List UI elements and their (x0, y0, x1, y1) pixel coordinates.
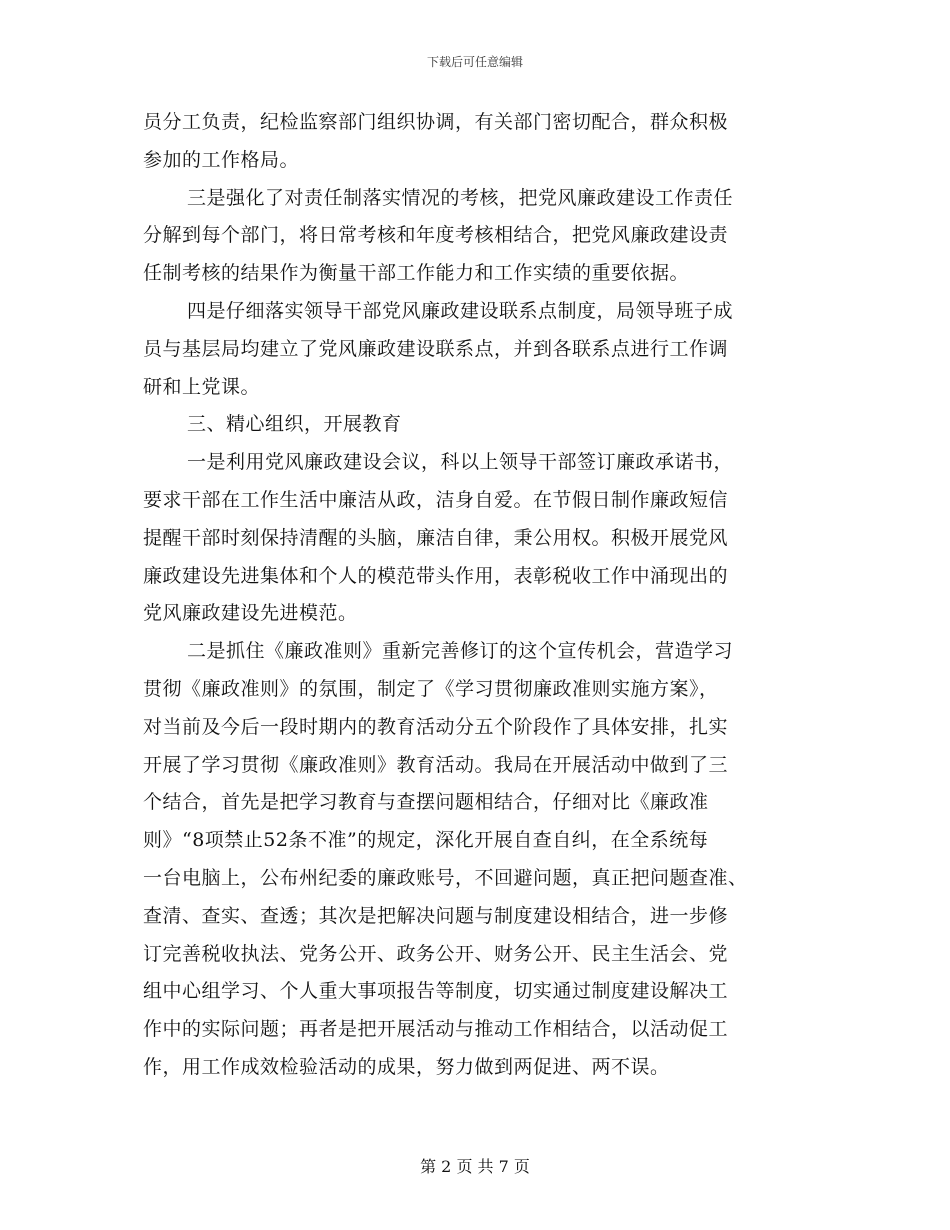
text-line: 查清、查实、查透；其次是把解决问题与制度建设相结合，进一步修 (143, 904, 729, 927)
text-line: 作中的实际问题；再者是把开展活动与推动工作相结合，以活动促工 (143, 1018, 729, 1041)
page-number: 第 2 页 共 7 页 (420, 1157, 530, 1176)
text-line: 参加的工作格局。 (143, 148, 300, 171)
text-line: 贯彻《廉政准则》的氛围，制定了《学习贯彻廉政准则实施方案》， (143, 677, 719, 700)
text-line: 研和上党课。 (143, 375, 261, 398)
text-line: 党风廉政建设先进模范。 (143, 602, 358, 625)
text-line: 开展了学习贯彻《廉政准则》教育活动。我局在开展活动中做到了三 (143, 753, 729, 776)
text-line: 员分工负责，纪检监察部门组织协调，有关部门密切配合，群众积极 (143, 111, 729, 133)
paragraph-start-line: 四是仔细落实领导干部党风廉政建设联系点制度，局领导班子成 (187, 299, 734, 322)
page-header-note: 下载后可任意编辑 (426, 55, 523, 69)
text-line: 廉政建设先进集体和个人的模范带头作用，表彰税收工作中涌现出的 (143, 564, 729, 587)
text-line: 则》“8项禁止52条不准”的规定，深化开展自查自纠，在全系统每 (143, 829, 709, 852)
text-line: 个结合，首先是把学习教育与查摆问题相结合，仔细对比《廉政准 (143, 791, 709, 814)
paragraph-start-line: 二是抓住《廉政准则》重新完善修订的这个宣传机会，营造学习 (187, 640, 734, 663)
text-line: 作，用工作成效检验活动的成果，努力做到两促进、两不误。 (143, 1055, 670, 1078)
paragraph-start-line: 三是强化了对责任制落实情况的考核，把党风廉政建设工作责任 (187, 186, 734, 209)
text-line: 对当前及今后一段时期内的教育活动分五个阶段作了具体安排，扎实 (143, 715, 729, 738)
section-heading: 三、精心组织，开展教育 (187, 413, 402, 436)
text-line: 组中心组学习、个人重大事项报告等制度，切实通过制度建设解决工 (143, 980, 729, 1003)
text-line: 提醒干部时刻保持清醒的头脑，廉洁自律，秉公用权。积极开展党风 (143, 526, 729, 549)
text-line: 一台电脑上，公布州纪委的廉政账号，不回避问题，真正把问题查准、 (143, 866, 748, 889)
text-line: 员与基层局均建立了党风廉政建设联系点，并到各联系点进行工作调 (143, 337, 729, 360)
text-line: 任制考核的结果作为衡量干部工作能力和工作实绩的重要依据。 (143, 262, 690, 285)
text-line: 要求干部在工作生活中廉洁从政，洁身自爱。在节假日制作廉政短信 (143, 488, 729, 511)
document-body (143, 104, 813, 1087)
text-line: 分解到每个部门，将日常考核和年度考核相结合，把党风廉政建设责 (143, 224, 729, 247)
paragraph-start-line: 一是利用党风廉政建设会议，科以上领导干部签订廉政承诺书， (187, 451, 734, 474)
text-line: 订完善税收执法、党务公开、政务公开、财务公开、民主生活会、党 (143, 942, 729, 965)
